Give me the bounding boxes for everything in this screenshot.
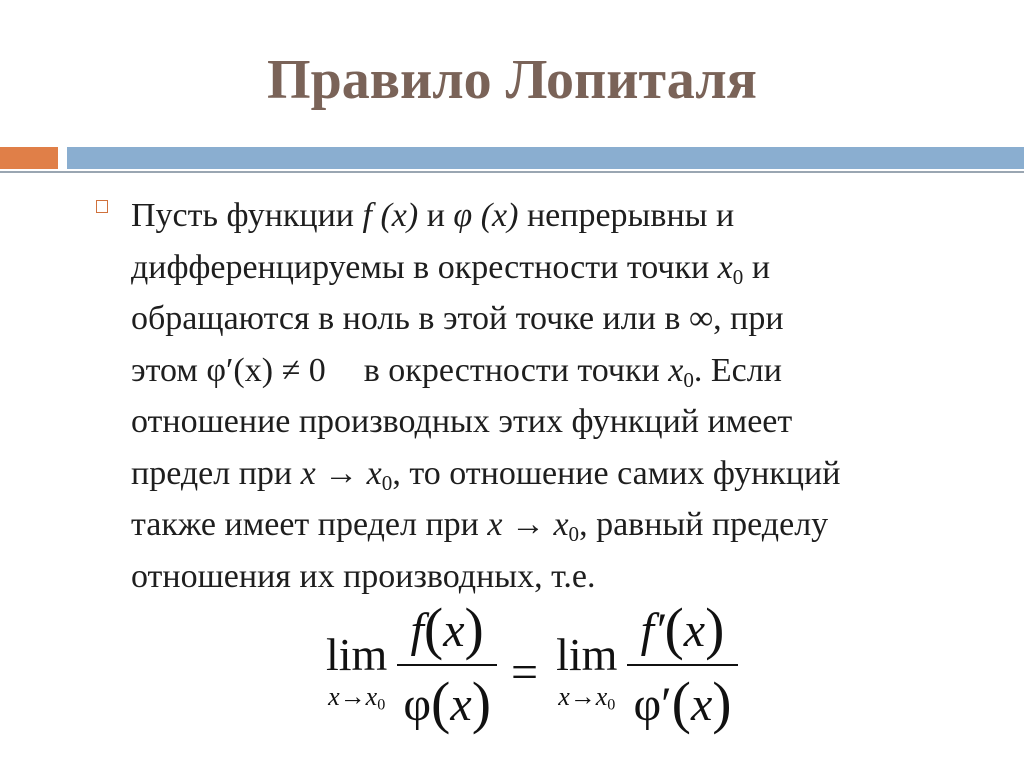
function-phi: φ bbox=[453, 197, 473, 234]
body-text: Пусть функции bbox=[131, 197, 363, 234]
slide-title: Правило Лопиталя bbox=[267, 49, 757, 111]
limit-subscript-zero: 0 bbox=[377, 696, 386, 714]
fraction-left-numerator bbox=[405, 596, 490, 661]
body-line-2 bbox=[131, 242, 1011, 294]
fraction-left-denominator bbox=[397, 670, 497, 735]
square-bullet-icon bbox=[96, 200, 108, 213]
paren-open: ( bbox=[664, 596, 684, 661]
function-f: f bbox=[362, 197, 372, 234]
limit-subscript-zero: 0 bbox=[607, 696, 616, 714]
body-line-5 bbox=[131, 396, 1011, 448]
paren-open: ( bbox=[423, 596, 444, 661]
body-text: и bbox=[743, 248, 771, 286]
lhopital-formula bbox=[326, 596, 738, 738]
divider-line bbox=[0, 171, 1024, 173]
limit-word: lim bbox=[556, 629, 618, 681]
numerator-f-prime: f′ bbox=[640, 604, 665, 657]
body-line-8 bbox=[131, 551, 1011, 603]
fraction-right-denominator bbox=[627, 670, 737, 735]
body-line-1 bbox=[131, 190, 1011, 242]
body-text: . Если bbox=[693, 351, 782, 389]
fraction-bar bbox=[397, 664, 497, 666]
denominator-x: x bbox=[450, 678, 472, 731]
point-x0: x bbox=[717, 248, 733, 286]
paren-close: ) bbox=[712, 670, 732, 735]
body-text: непрерывны и bbox=[518, 197, 735, 234]
function-phi-arg: (x) bbox=[480, 197, 519, 234]
denominator-x: x bbox=[690, 678, 713, 731]
limit-arrow-subscript: 0 bbox=[381, 470, 393, 495]
body-text: отношения их производных, т.е. bbox=[131, 557, 596, 595]
body-line-3 bbox=[131, 293, 1011, 345]
body-text: обращаются в ноль в этой точке или в ∞, при bbox=[131, 300, 784, 337]
body-line-7 bbox=[131, 499, 1011, 551]
equals-sign: = bbox=[511, 646, 539, 699]
point-x0-subscript: 0 bbox=[732, 264, 744, 289]
derivative-condition: φ′(x) ≠ 0 bbox=[206, 351, 326, 389]
limit-subscript bbox=[558, 684, 615, 714]
limit-subscript-text: x→x bbox=[558, 682, 608, 712]
limit-arrow-subscript: 0 bbox=[568, 521, 580, 546]
limit-right bbox=[556, 629, 618, 714]
body-line-6 bbox=[131, 448, 1011, 500]
function-f-arg: (x) bbox=[380, 197, 419, 234]
fraction-left bbox=[397, 596, 497, 735]
paren-close: ) bbox=[705, 596, 725, 661]
limit-subscript-text: x→x bbox=[328, 682, 378, 712]
paren-open: ( bbox=[431, 670, 451, 735]
point-x0: x bbox=[668, 351, 684, 389]
limit-subscript bbox=[328, 684, 385, 714]
paren-open: ( bbox=[671, 670, 691, 735]
numerator-x: x bbox=[683, 604, 706, 657]
limit-arrow: x → x bbox=[487, 506, 569, 543]
accent-bar-orange bbox=[0, 147, 58, 169]
limit-word: lim bbox=[326, 629, 388, 681]
body-line-4 bbox=[131, 345, 1011, 397]
numerator-f: f bbox=[410, 604, 424, 657]
body-text: , то отношение самих функций bbox=[392, 454, 841, 492]
paren-close: ) bbox=[464, 596, 484, 661]
body-text: отношение производных этих функций имеет bbox=[131, 403, 793, 440]
denominator-phi-prime: φ′ bbox=[633, 678, 672, 731]
body-text: дифференцируемы в окрестности точки bbox=[131, 248, 718, 286]
fraction-right bbox=[627, 596, 737, 735]
body-paragraph bbox=[131, 190, 1011, 602]
point-x0-subscript: 0 bbox=[683, 367, 694, 392]
body-text: и bbox=[418, 197, 454, 234]
fraction-right-numerator bbox=[635, 596, 731, 661]
limit-left bbox=[326, 629, 388, 714]
body-text: предел при bbox=[131, 454, 301, 492]
numerator-x: x bbox=[443, 604, 465, 657]
body-text: в окрестности точки bbox=[363, 351, 669, 389]
paren-close: ) bbox=[471, 670, 492, 735]
fraction-bar bbox=[627, 664, 737, 666]
accent-bar-blue bbox=[67, 147, 1024, 169]
limit-arrow: x → x bbox=[300, 454, 382, 492]
denominator-phi: φ bbox=[403, 678, 432, 731]
body-text: этом bbox=[131, 351, 207, 389]
body-text: также имеет предел при bbox=[131, 506, 488, 543]
body-text: , равный пределу bbox=[579, 506, 829, 543]
